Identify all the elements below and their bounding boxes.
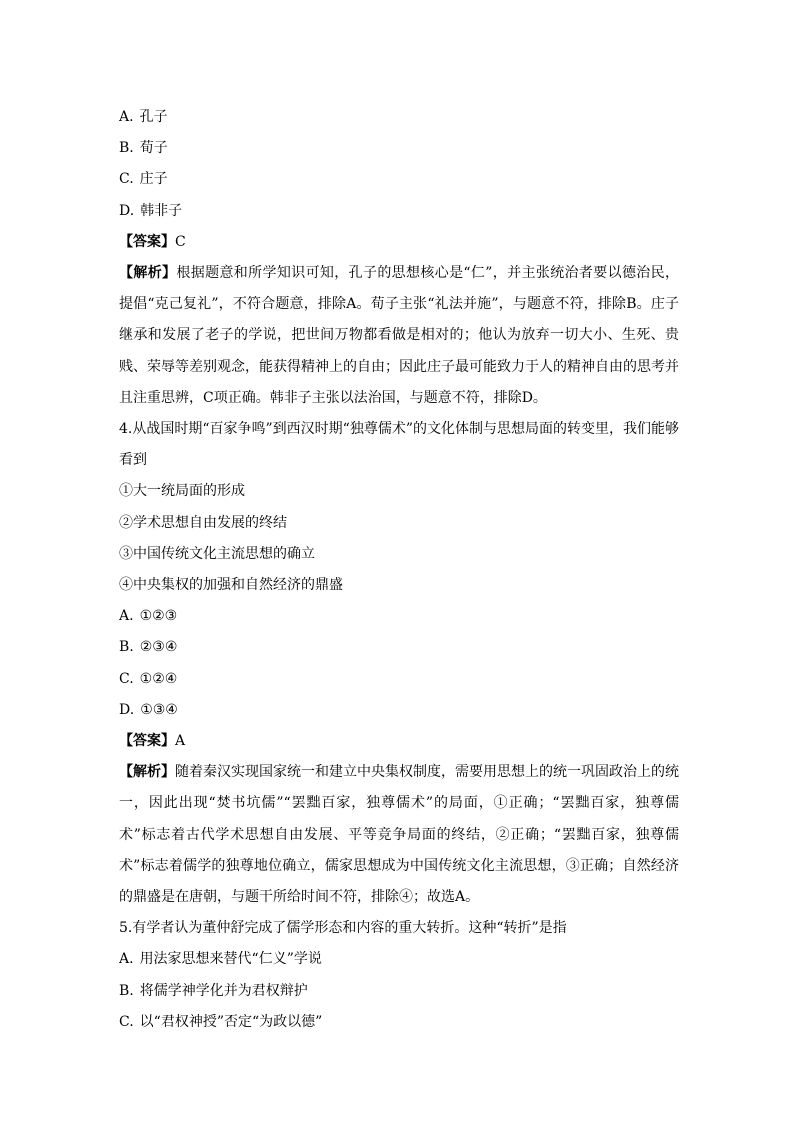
- analysis-text: 根据题意和所学知识可知，孔子的思想核心是“仁”，并主张统治者要以德治民，提倡“克己复礼”，不符合题意，排除A。荀子主张“礼法并施”，与题意不符，排除B。庄子继承和发展了老子的学说，把世间万物都看做是相对的；他认为放弃一切大小、生死、贵贱、荣辱等差别观念，能获得精神上的自由；因此庄子最可能致力于人的精神自由的思考并且注重思辨，C项正确。韩非子主张以法治国，与题意不符，排除D。: [119, 265, 680, 406]
- q5-stem: 5.有学者认为董仲舒完成了儒学形态和内容的重大转折。这种“转折”是指: [119, 920, 567, 937]
- option-letter: C.: [119, 1013, 134, 1030]
- analysis-tag: 【解析】: [119, 764, 175, 781]
- q4-statement-4: ④中央集权的加强和自然经济的鼎盛: [119, 577, 343, 594]
- option-text: 以“君权神授”否定“为政以德”: [139, 1013, 323, 1030]
- q5-option-c: [119, 1007, 679, 1038]
- q4-statement-2: ②学术思想自由发展的终结: [119, 514, 287, 531]
- option-letter: D.: [119, 701, 135, 718]
- option-letter: C.: [119, 171, 134, 188]
- q3-option-c: [119, 164, 679, 195]
- option-letter: A.: [119, 951, 134, 968]
- option-letter: A.: [119, 608, 134, 625]
- option-letter: B.: [119, 982, 134, 999]
- option-text: ①②③: [139, 608, 178, 625]
- option-text: 将儒学神学化并为君权辩护: [139, 982, 308, 999]
- option-text: 韩非子: [140, 202, 183, 219]
- document-content: [119, 102, 679, 1038]
- q3-option-d: [119, 196, 679, 227]
- q4-statement-1: ①大一统局面的形成: [119, 483, 245, 500]
- q3-option-a: [119, 102, 679, 133]
- option-letter: A.: [119, 109, 134, 125]
- option-letter: B.: [119, 639, 134, 656]
- option-text: 庄子: [139, 171, 168, 188]
- q4-option-c: [119, 664, 679, 695]
- q4-statement-3: ③中国传统文化主流思想的确立: [119, 545, 315, 562]
- option-text: ①②④: [139, 670, 178, 687]
- q4-option-a: [119, 601, 679, 632]
- answer-value: A: [175, 733, 186, 750]
- q3-analysis: [119, 258, 679, 414]
- answer-tag: 【答案】: [119, 733, 175, 750]
- q3-option-b: [119, 133, 679, 164]
- answer-tag: 【答案】: [119, 233, 175, 250]
- option-letter: C.: [119, 670, 134, 687]
- q4-option-d: [119, 695, 679, 726]
- q4-answer: [119, 726, 679, 757]
- answer-value: C: [175, 233, 186, 250]
- q4-analysis: [119, 757, 679, 913]
- option-text: ①③④: [140, 701, 178, 718]
- q5-option-b: [119, 976, 679, 1007]
- option-text: 孔子: [139, 109, 168, 125]
- option-text: 用法家思想来替代“仁义”学说: [139, 951, 322, 968]
- analysis-tag: 【解析】: [119, 265, 177, 282]
- option-letter: D.: [119, 202, 135, 219]
- option-text: ②③④: [139, 639, 178, 656]
- q3-answer: [119, 227, 679, 258]
- q5-option-a: [119, 944, 679, 975]
- analysis-text: 随着秦汉实现国家统一和建立中央集权制度，需要用思想上的统一巩固政治上的统一，因此出现“焚书坑儒”“罢黜百家，独尊儒术”的局面，①正确；“罢黜百家，独尊儒术”标志着古代学术思想自由发展、平等竞争局面的终结，②正确；“罢黜百家，独尊儒术”标志着儒学的独尊地位确立，儒家思想成为中国传统文化主流思想，③正确；自然经济的鼎盛是在唐朝，与题干所给时间不符，排除④；故选A。: [119, 764, 679, 906]
- q4-stem: 4.从战国时期“百家争鸣”到西汉时期“独尊儒术”的文化体制与思想局面的转变里，我们能够看到: [119, 421, 679, 469]
- option-letter: B.: [119, 140, 134, 157]
- option-text: 荀子: [139, 140, 168, 157]
- q4-option-b: [119, 632, 679, 663]
